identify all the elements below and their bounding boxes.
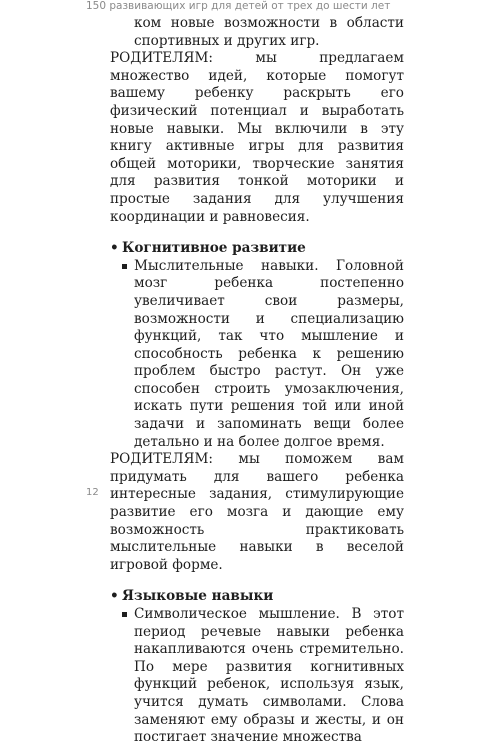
section-parents-note: РОДИТЕЛЯМ: мы поможем вам придумать для вашего ребенка интересные задания, стимулирующие развитие его мозга и дающие ему возможность практиковать мыслительные навыки в веселой игровой форме. (110, 451, 404, 573)
page-number: 12 (86, 487, 99, 498)
square-bullet-icon (122, 612, 127, 617)
intro-continuation: ком новые возможности в области спортивных и других игр. (134, 15, 404, 49)
list-item-text: Мыслительные навыки. Головной мозг ребенка постепенно увеличивает свои размеры, возможности и специализацию функций, так что мышление и способность ребенка к решению проблем быстро растут. Он уже способен строить умозаключения, искать пути решения той или иной задачи и запоминать вещи более детально и на более долгое время. (134, 257, 404, 450)
section-heading-text: Когнитивное развитие (122, 240, 306, 257)
list-item-text: Символическое мышление. В этот период речевые навыки ребенка накапливаются очень стремительно. По мере развития когнитивных функций ребенок, используя язык, учится думать символами. Слова заменяют ему образы и жесты, и он постигает значение множества (134, 606, 404, 746)
intro-parents-note: РОДИТЕЛЯМ: мы предлагаем множество идей, которые помогут вашему ребенку раскрыть его физический потенциал и выработать новые навыки. Мы включили в эту книгу активные игры для развития общей моторики, творческие занятия для развития тонкой моторики и простые задания для улучшения координации и равновесия. (110, 50, 404, 225)
list-item (110, 258, 404, 452)
running-header: 150 развивающих игр для детей от трех до шести лет (86, 0, 391, 12)
section-language (110, 588, 404, 746)
square-bullet-icon (122, 264, 127, 269)
section-heading (110, 240, 404, 258)
section-heading (110, 588, 404, 606)
bullet-icon: • (110, 240, 119, 257)
list-item (110, 606, 404, 747)
section-heading-text: Языковые навыки (122, 588, 274, 605)
page-body (110, 15, 404, 747)
bullet-icon: • (110, 588, 119, 605)
section-cognitive (110, 240, 404, 574)
